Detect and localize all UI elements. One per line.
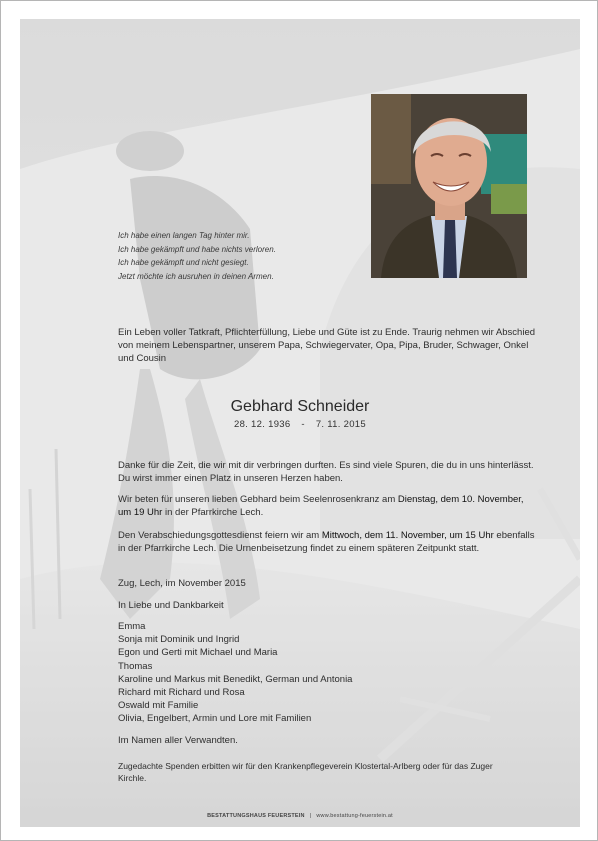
list-item: Olivia, Engelbert, Armin und Lore mit Familien: [118, 713, 312, 725]
list-item: Sonja mit Dominik und Ingrid: [118, 634, 240, 646]
mourners-list: [118, 620, 538, 726]
service-post: ebenfalls in der Pfarrkirche Lech. Die Urnenbeisetzung findet zu einem späteren Zeitpunkt statt.: [118, 530, 535, 555]
deceased-name: Gebhard Schneider: [230, 398, 370, 415]
company-name: BESTATTUNGSHAUS FEUERSTEIN: [207, 813, 305, 819]
portrait-photo: [371, 94, 527, 278]
poem-line: Ich habe einen langen Tag hinter mir.: [118, 231, 250, 240]
list-item: Richard mit Richard und Rosa: [118, 687, 245, 699]
poem-line: Jetzt möchte ich ausruhen in deinen Armen.: [118, 271, 274, 281]
service-date: Mittwoch, dem 11. November, um 15 Uhr: [321, 530, 494, 541]
list-item: Egon und Gerti mit Michael und Maria: [118, 647, 278, 659]
death-date: 7. 11. 2015: [315, 419, 366, 430]
birth-date: 28. 12. 1936: [234, 419, 291, 430]
rosary-post: in der Pfarrkirche Lech.: [162, 507, 264, 519]
date-separator: -: [301, 419, 305, 430]
list-item: Karoline und Markus mit Benedikt, German und Antonia: [118, 673, 353, 685]
thanks-text: Danke für die Zeit, die wir mit dir verbringen durften. Es sind viele Spuren, die du in uns hinterlässt. Du wirst immer einen Platz in unseren Herzen haben.: [118, 460, 534, 485]
rosary-pre: Wir beten für unseren lieben Gebhard beim Seelenrosenkranz am: [118, 494, 398, 505]
poem-line: Ich habe gekämpft und habe nichts verloren.: [118, 244, 276, 254]
list-item: Thomas: [118, 660, 153, 672]
footer: [1, 813, 598, 819]
poem-line: Ich habe gekämpft und nicht gesiegt.: [118, 258, 249, 267]
service-text: [118, 529, 538, 555]
place-date: Zug, Lech, im November 2015: [118, 578, 246, 589]
poem: [118, 229, 276, 283]
donations-text: Zugedachte Spenden erbitten wir für den Krankenpflegeverein Klostertal-Arlberg oder für das Zuger Kirchle.: [118, 761, 493, 783]
list-item: Emma: [118, 621, 146, 632]
relatives-text: Im Namen aller Verwandten.: [118, 735, 238, 746]
intro-text: Ein Leben voller Tatkraft, Pflichterfüllung, Liebe und Güte ist zu Ende. Traurig nehmen wir Abschied von meinem Lebenspartner, unserem Papa, Schwiegervater, Opa, Pipa, Bruder, Schwager, Onkel und Cousin: [118, 327, 536, 365]
life-dates: [1, 419, 598, 430]
footer-separator: |: [309, 813, 312, 819]
website-link[interactable]: www.bestattung-feuerstein.at: [316, 813, 393, 819]
love-text: In Liebe und Dankbarkeit: [118, 600, 224, 611]
service-pre: Den Verabschiedungsgottesdienst feiern wir am: [118, 530, 322, 541]
list-item: Oswald mit Familie: [118, 700, 199, 712]
rosary-text: [118, 493, 538, 519]
rosary-date: Dienstag, dem 10. November, um 19 Uhr: [118, 494, 524, 519]
